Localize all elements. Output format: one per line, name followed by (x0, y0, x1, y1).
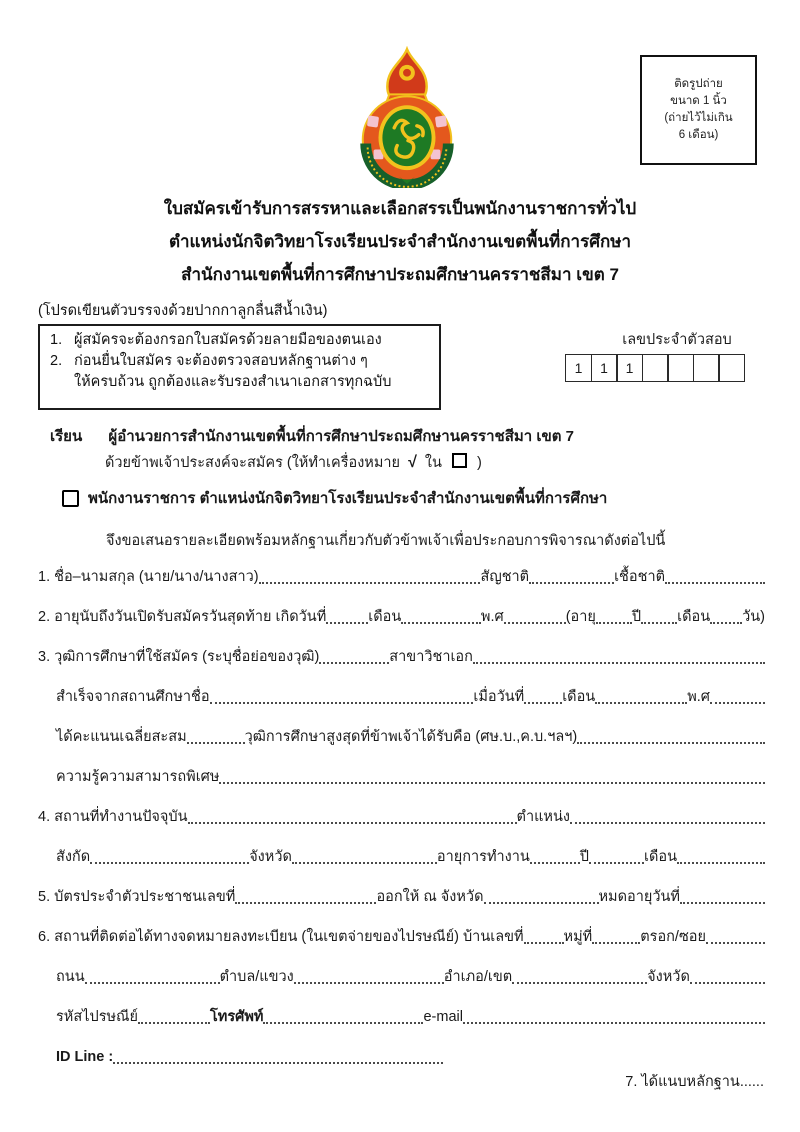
field-label: อำเภอ/เขต (443, 969, 513, 985)
instruction-box (38, 324, 441, 410)
field-label: วัน) (742, 609, 765, 625)
dotted-fill (570, 822, 765, 824)
dotted-fill (187, 742, 245, 744)
position-checkbox (62, 490, 79, 507)
dotted-fill (595, 702, 687, 704)
dotted-fill (530, 862, 580, 864)
field-label: จังหวัด (249, 849, 292, 865)
attachment-note: 7. ได้แนบหลักฐาน...... (625, 1074, 764, 1090)
obec-logo (348, 46, 466, 188)
dotted-fill (401, 622, 481, 624)
dotted-fill (138, 1022, 210, 1024)
exam-number-cell (718, 354, 745, 382)
dotted-fill (690, 982, 765, 984)
salutation-line (50, 424, 574, 448)
field-label: e-mail (423, 1009, 463, 1025)
dotted-fill (113, 1062, 443, 1064)
dotted-fill (90, 862, 249, 864)
field-label: ตรอก/ซอย (640, 929, 707, 945)
field-label: 6. สถานที่ติดต่อได้ทางจดหมายลงทะเบียน (ในเขตจ่ายของไปรษณีย์) บ้านเลขที่ (38, 929, 524, 945)
field-label: เดือน (368, 609, 402, 625)
form-line-address (38, 922, 765, 948)
field-label: หมดอายุวันที่ (598, 889, 680, 905)
dotted-fill (484, 902, 599, 904)
exam-number-block (565, 328, 761, 382)
dotted-fill (710, 702, 765, 704)
instruction-text: ผู้สมัครจะต้องกรอกใบสมัครด้วยลายมือของตนเอง (74, 332, 382, 348)
field-label: เดือน (562, 689, 596, 705)
dotted-fill (188, 822, 517, 824)
field-label: พ.ศ (480, 609, 504, 625)
field-label: รหัสไปรษณีย์ (56, 1009, 138, 1025)
dotted-fill (529, 582, 614, 584)
form-line-age (38, 602, 765, 628)
field-label: โทรศัพท์ (210, 1009, 264, 1025)
field-label: 2. อายุนับถึงวันเปิดรับสมัครวันสุดท้าย เกิดวันที่ (38, 609, 327, 625)
field-label: เดือน (677, 609, 711, 625)
intent-text: ด้วยข้าพเจ้าประสงค์จะสมัคร (ให้ทำเครื่องหมาย (105, 455, 401, 471)
field-label: 3. วุฒิการศึกษาที่ใช้สมัคร (ระบุชื่อย่อของวุฒิ) (38, 649, 320, 665)
exam-number-cell (667, 354, 694, 382)
exam-number-cell (693, 354, 720, 382)
position-label: พนักงานราชการ ตำแหน่งนักจิตวิทยาโรงเรียนประจำสำนักงานเขตพื้นที่การศึกษา (88, 490, 608, 507)
field-label: ปี (579, 849, 589, 865)
field-label: ออกให้ ณ จังหวัด (376, 889, 484, 905)
dotted-fill (641, 622, 677, 624)
form-line-affiliation (38, 842, 765, 868)
dotted-fill (219, 782, 765, 784)
form-line-id-line (38, 1042, 765, 1068)
field-label: ตำบล/แขวง (219, 969, 294, 985)
field-label: ถนน (56, 969, 85, 985)
check-mark-symbol: √ (408, 454, 417, 471)
photo-box-line: ติดรูปถ่าย (674, 78, 723, 90)
form-title-line1: ใบสมัครเข้ารับการสรรหาและเลือกสรรเป็นพนักงานราชการทั่วไป (163, 199, 637, 218)
salutation-to-label: เรียน (50, 428, 83, 445)
dotted-fill (235, 902, 376, 904)
photo-box-line: ขนาด 1 นิ้ว (670, 95, 727, 107)
field-label: อายุการทำงาน (436, 849, 530, 865)
dotted-fill (577, 742, 765, 744)
field-label: สำเร็จจากสถานศึกษาชื่อ (56, 689, 210, 705)
preamble-text: จึงขอเสนอรายละเอียดพร้อมหลักฐานเกี่ยวกับตัวข้าพเจ้าเพื่อประกอบการพิจารณาดังต่อไปนี้ (106, 533, 666, 549)
dotted-fill (665, 582, 765, 584)
field-label: สัญชาติ (480, 569, 530, 585)
dotted-fill (85, 982, 220, 984)
field-label: จังหวัด (647, 969, 690, 985)
dotted-fill (504, 622, 566, 624)
field-label: สาขาวิชาเอก (389, 649, 473, 665)
field-label: ตำแหน่ง (516, 809, 570, 825)
instruction-item-1 (50, 330, 433, 351)
exam-number-cell: 1 (565, 354, 592, 382)
exam-number-label: เลขประจำตัวสอบ (622, 332, 732, 348)
handwriting-note: (โปรดเขียนตัวบรรจงด้วยปากกาลูกลื่นสีน้ำเงิน) (38, 303, 328, 319)
dotted-fill (473, 662, 765, 664)
intent-in-word: ใน (424, 455, 442, 471)
intent-close-paren: ) (476, 455, 482, 471)
dotted-fill (463, 1022, 765, 1024)
form-line-name (38, 562, 765, 588)
dotted-fill (677, 862, 765, 864)
dotted-fill (294, 982, 444, 984)
instruction-text: ก่อนยื่นใบสมัคร จะต้องตรวจสอบหลักฐานต่าง ๆ ให้ครบถ้วน ถูกต้องและรับรองสำเนาเอกสารทุกฉบับ (74, 353, 392, 390)
dotted-fill (259, 582, 481, 584)
instruction-item-2 (50, 351, 433, 393)
salutation-recipient: ผู้อำนวยการสำนักงานเขตพื้นที่การศึกษาประถมศึกษานครราชสีมา เขต 7 (108, 428, 574, 445)
checkbox-symbol-icon (452, 453, 467, 468)
form-line-id-card (38, 882, 765, 908)
dotted-fill (292, 862, 437, 864)
field-label: หมู่ที่ (563, 929, 593, 945)
form-fields-area (38, 562, 765, 1082)
field-label: ID Line : (56, 1049, 114, 1065)
photo-box-line: (ถ่ายไว้ไม่เกิน (664, 112, 733, 124)
form-line-special-skills (38, 762, 765, 788)
field-label: (อายุ (565, 609, 596, 625)
form-line-institution (38, 682, 765, 708)
field-label: ได้คะแนนเฉลี่ยสะสม (56, 729, 187, 745)
form-title-line3: สำนักงานเขตพื้นที่การศึกษาประถมศึกษานครราชสีมา เขต 7 (181, 265, 619, 284)
field-label: 1. ชื่อ–นามสกุล (นาย/นาง/นางสาว) (38, 569, 259, 585)
dotted-fill (512, 982, 647, 984)
field-label: เชื้อชาติ (614, 569, 665, 585)
dotted-fill (210, 702, 474, 704)
instruction-number: 2. (50, 353, 63, 369)
dotted-fill (706, 942, 765, 944)
dotted-fill (710, 622, 742, 624)
dotted-fill (319, 662, 389, 664)
field-label: ปี (631, 609, 642, 625)
exam-number-cell (642, 354, 669, 382)
dotted-fill (524, 942, 564, 944)
form-title (0, 192, 800, 291)
instruction-number: 1. (50, 332, 63, 348)
photo-box-line: 6 เดือน) (678, 129, 719, 141)
dotted-fill (592, 942, 640, 944)
field-label: เดือน (644, 849, 677, 865)
field-label: 5. บัตรประจำตัวประชาชนเลขที่ (38, 889, 236, 905)
position-option (62, 486, 607, 510)
form-line-gpa (38, 722, 765, 748)
field-label: วุฒิการศึกษาสูงสุดที่ข้าพเจ้าได้รับคือ (ศษ.บ.,ค.บ.ฯลฯ) (244, 729, 578, 745)
dotted-fill (263, 1022, 423, 1024)
field-label: พ.ศ (687, 689, 710, 705)
photo-box (640, 55, 757, 165)
exam-number-cells (565, 354, 761, 382)
field-label: เมื่อวันที่ (473, 689, 525, 705)
exam-number-cell: 1 (591, 354, 618, 382)
dotted-fill (589, 862, 644, 864)
field-label: ความรู้ความสามารถพิเศษ (56, 769, 220, 785)
form-title-line2: ตำแหน่งนักจิตวิทยาโรงเรียนประจำสำนักงานเขตพื้นที่การศึกษา (168, 232, 632, 251)
intent-line (105, 451, 482, 474)
dotted-fill (524, 702, 562, 704)
dotted-fill (680, 902, 765, 904)
form-line-road (38, 962, 765, 988)
field-label: 4. สถานที่ทำงานปัจจุบัน (38, 809, 188, 825)
form-line-qualification (38, 642, 765, 668)
form-line-postal (38, 1002, 765, 1028)
dotted-fill (596, 622, 632, 624)
field-label: สังกัด (56, 849, 91, 865)
exam-number-cell: 1 (616, 354, 643, 382)
form-line-workplace (38, 802, 765, 828)
dotted-fill (326, 622, 368, 624)
